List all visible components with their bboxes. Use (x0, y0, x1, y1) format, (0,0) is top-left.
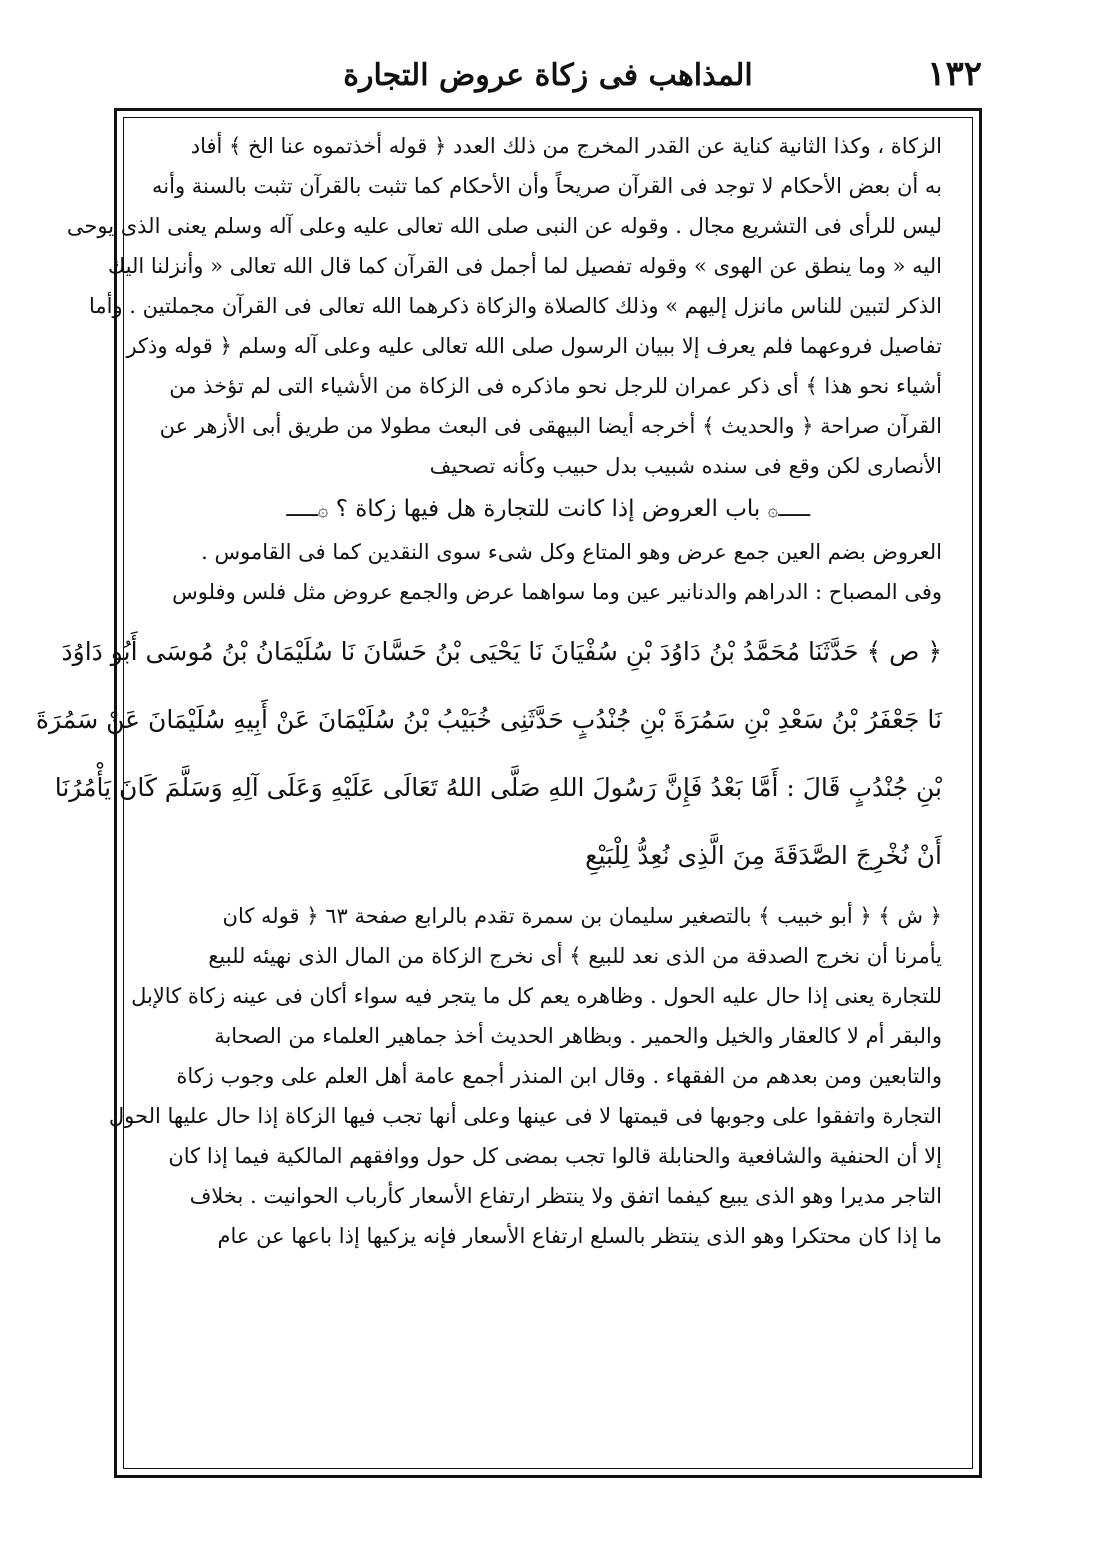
text-line: ﴿ ش ﴾ ﴿ أبو خبيب ﴾ بالتصغير سليمان بن سمرة تقدم بالرابع صفحة ٦٣ ﴿ قوله كان (222, 904, 942, 928)
text-line: تفاصيل فروعهما فلم يعرف إلا ببيان الرسول صلى الله تعالى عليه وعلى آله وسلم ﴿ قوله وذكر (126, 334, 942, 358)
text-line: وفى المصباح : الدراهم والدنانير عين وما سواهما عرض والجمع عروض مثل فلس وفلوس (172, 580, 942, 604)
text-line: للتجارة يعنى إذا حال عليه الحول . وظاهره يعم كل ما يتجر فيه سواء أكان فى عينه زكاة كالإبل (131, 984, 942, 1008)
matn-line: نَا جَعْفَرُ بْنُ سَعْدِ بْنِ سَمُرَةَ بْنِ جُنْدُبٍ حَدَّثَنِى خُبَيْبُ بْنُ سُلَيْمَانَ عَنْ أَبِيهِ سُلَيْمَانَ عَنْ سَمُرَةَ (35, 705, 942, 734)
text-line: أشياء نحو هذا ﴾ أى ذكر عمران للرجل نحو ماذكره فى الزكاة من الأشياء التى لم تؤخذ من (169, 374, 942, 398)
matn-line: أَنْ نُخْرِجَ الصَّدَقَةَ مِنَ الَّذِى نُعِدُّ لِلْبَيْعِ (585, 841, 942, 870)
text-line: والتابعين ومن بعدهم من الفقهاء . وقال ابن المنذر أجمع عامة أهل العلم على وجوب زكاة (176, 1064, 942, 1088)
text-line: يأمرنا أن نخرج الصدقة من الذى نعد للبيع ﴾ أى نخرج الزكاة من المال الذى نهيئه للبيع (208, 944, 942, 968)
text-line: القرآن صراحة ﴿ والحديث ﴾ أخرجه أيضا البيهقى فى البعث مطولا من طريق أبى الأزهر عن (159, 414, 942, 438)
commentary-bottom (108, 896, 942, 1256)
ornament-left: ۞ـــ (286, 500, 329, 521)
text-line: الزكاة ، وكذا الثانية كناية عن القدر المخرج من ذلك العدد ﴿ قوله أخذتموه عنا الخ ﴾ أفاد (190, 134, 942, 158)
page-number: ١٣٢ (927, 54, 982, 94)
text-line: العروض بضم العين جمع عرض وهو المتاع وكل شىء سوى النقدين كما فى القاموس . (201, 540, 942, 564)
text-line: إلا أن الحنفية والشافعية والحنابلة قالوا تجب بمضى كل حول ووافقهم المالكية فيما إذا كان (168, 1144, 942, 1168)
text-line: ما إذا كان محتكرا وهو الذى ينتظر بالسلع ارتفاع الأسعار فإنه يزكيها إذا باعها عن عام (217, 1224, 942, 1248)
definition (154, 532, 942, 612)
text-line: به أن بعض الأحكام لا توجد فى القرآن صريحاً وأن الأحكام كما تثبت بالقرآن تثبت بالسنة وأنه (152, 174, 942, 198)
text-line: التجارة واتفقوا على وجوبها فى قيمتها لا فى عينها وعلى أنها تجب فيها الزكاة إذا حال عليها الحول (108, 1104, 942, 1128)
text-line: الذكر لتبين للناس مانزل إليهم » وذلك كالصلاة والزكاة ذكرهما الله تعالى فى القرآن مجملتين . وأما (88, 294, 942, 318)
page-frame (35, 108, 982, 1478)
commentary-top (66, 126, 942, 486)
matn-line: بْنِ جُنْدُبٍ قَالَ : أَمَّا بَعْدُ فَإِنَّ رَسُولَ اللهِ صَلَّى اللهُ تَعَالَى عَلَيْهِ وَعَلَى آلِهِ وَسَلَّمَ كَانَ يَأْمُرُنَا (54, 773, 942, 802)
page-header (114, 48, 982, 108)
text-line: اليه « وما ينطق عن الهوى » وقوله تفصيل لما أجمل فى القرآن كما قال الله تعالى « وأنزلنا اليك (107, 254, 942, 278)
page-frame-inner (35, 117, 973, 1469)
chapter-heading (154, 486, 942, 532)
text-line: التاجر مديرا وهو الذى يبيع كيفما اتفق ولا ينتظر ارتفاع الأسعار كأرباب الحوانيت . بخلاف (189, 1184, 942, 1208)
matn-line: ﴿ ص ﴾ حَدَّثَنَا مُحَمَّدُ بْنُ دَاوُدَ بْنِ سُفْيَانَ نَا يَحْيَى بْنُ حَسَّانَ نَا سُلَيْمَانُ بْنُ مُوسَى أَبُو دَاوُدَ (61, 637, 942, 666)
running-title: المذاهب فى زكاة عروض التجارة (343, 58, 753, 93)
page-body (35, 126, 942, 1462)
hadith-matn (35, 618, 942, 890)
text-line: والبقر أم لا كالعقار والخيل والحمير . وبظاهر الحديث أخذ جماهير العلماء من الصحابة (214, 1024, 942, 1048)
text-line: ليس للرأى فى التشريع مجال . وقوله عن النبى صلى الله تعالى عليه وعلى آله وسلم يعنى الذى يوحى (66, 214, 942, 238)
ornament-right: ـــ۞ (767, 500, 810, 521)
chapter-title: باب العروض إذا كانت للتجارة هل فيها زكاة ؟ (335, 496, 761, 522)
text-line: الأنصارى لكن وقع فى سنده شبيب بدل حبيب وكأنه تصحيف (429, 454, 942, 478)
